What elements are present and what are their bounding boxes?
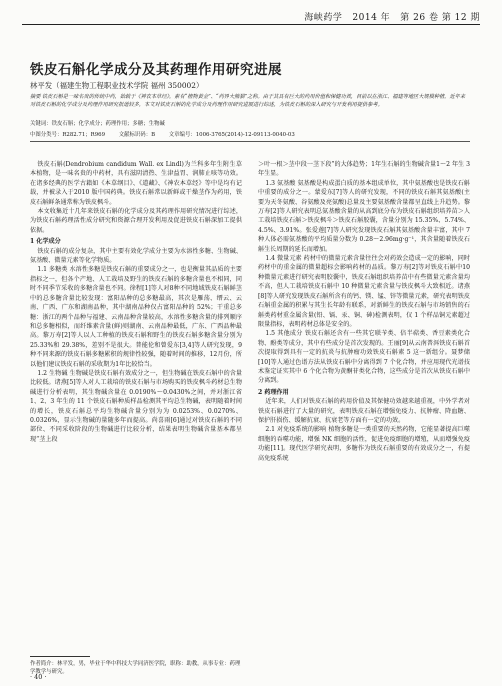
author-affiliation: 林平发（福建生物工程职业技术学院 福州 350002） (30, 81, 204, 90)
abstract: 摘要 铁皮石斛是一味名贵的传统中药，始载于《神农本草经》，素有“植物黄金”、“药界大熊猫”之称。由于其具有巨大的药用价值和保健功效，目前以在浙江、福建等地区大规模种植。近年来对铁皮石斛的化学成分及药理作用研究报道较多，本文对铁皮石斛的化学成分及药理作用研究进展进行综述，为铁皮石斛的深入研究与开发利用提供参考。 (30, 94, 466, 109)
body-paragraph: 本文收集近十几年来铁皮石斛的化学成分及其药理作用研究情况进行综述，为铁皮石斛药理活性成分研究和资源合理开发利用及促进铁皮石斛深加工提供依据。 (30, 208, 242, 234)
section-heading: 1 化学成分 (30, 238, 61, 246)
author-footnote: 作者简介：林平发，男，毕业于华中科技大学同济医学院，职称：助教，从事专业：药理学教学与研究。 (30, 661, 241, 675)
article-number: 文章编号：1006-3765(2014)-12-09113-0040-03 (168, 132, 295, 138)
body-paragraph: 2.1 对免疫系统的影响 植物多糖是一类重要的天然药物，它能显著提高巨噬细胞的吞噬功能，增强 NK 细胞的活性，促进免疫细胞的增殖，从而增强免疫功能[11]。现代医学研究表明，多糖作为铁皮石斛重要的有效成分之一，有提高免疫系统 (258, 426, 470, 462)
left-column (30, 160, 242, 652)
footnote-rule (30, 656, 90, 657)
journal-year: 2014 年 (352, 13, 391, 23)
body-paragraph: 1.1 多糖类 水溶性多糖是铁皮石斛的重要成分之一，也是衡量其品质的主要指标之一，但各个产地、人工栽培及野生的铁皮石斛的多糖含量也不相同，同时不同季节采收的多糖含量也不同。徐程[1]等人对8种不同地域铁皮石斛鲜茎中的总多糖含量比较发现：富阳品种的总多糖最高，其次是雁荡、缙云、云南、广西、广东和湖南品种，其中湖南品种仅占富阳品种的 52%；干重总多糖：浙江的两个品种与福建、云南品种含量较高，水溶性多糖含量的排列顺序和总多糖相似，而纤维素含量(鲜)则湖南、云南品种最低，广东、广西品种最高。黎万寿[2]等人以人工种植的铁皮石斛和野生的铁皮石斛多糖含量分别为 25.33%和 29.38%，差别不是很大。普能伦和曾爱东[3,4]等人研究发现，9种不同来源的铁皮石斛多糖累积的规律性较强，随着时间的推移，12月份，所以他们建议铁皮石斛的采收期为1年比较恰当。 (30, 266, 242, 368)
body-paragraph: 铁皮石斛(Dendrobium candidum Wall. ex Lindl)为兰科多年生附生草本植物，是一味名贵的中药材，具有滋阴清热、生津益胃、润肺止咳等功效。在诸多经典的医学古籍如《本草纲目》、《道藏》、《神农本草经》等中是均有记载，并被录入于2010 版中国药典。铁皮石斛常以新鲜或干燥茎作为药用，铁皮石斛鲜条通常称为铁皮枫斗。 (30, 161, 242, 206)
right-column (258, 160, 470, 686)
body-paragraph: 1.4 微量元素 药材中的微量元素含量往往会对药效会造成一定的影响，同时药材中的重金属的微量超标会影响药材的品质。黎万寿[2]等对铁皮石斛中10 种微量元素进行研究表明胶囊中，铁皮石斛组织培养苗中有些微量元素含量均不高，但人工栽培铁皮石斛中 10 种微量元素含量与铁皮枫斗大致相近。诸燕[8]等人研究发现铁皮石斛所含有的钙、镁、锰、锌等微量元素，研究表明铁皮石斛重金属的积累与其生长年龄有联系，对新鲜生的铁皮石斛与市场销售的石斛类药材重金属含量(铅、镉、汞、铜、砷)检测表明，仅 1 个样品铜元素超过限量指标，表明药材总体是安全的。 (258, 255, 470, 328)
body-paragraph: 近年来，人们对铁皮石斛的药用价值及其保健功效越来越重视，中外学者对铁皮石斛进行了大量的研究，表明铁皮石斛在增强免疫力、抗肿瘤、降血糖、保护肝损伤、缓解抗衰、抗衰老等方面有一定的功效。 (258, 398, 470, 424)
body-paragraph: 1.3 氨基酸 氨基酸是构成蛋白质的基本组成单位，其中氨基酸也是铁皮石斛中重要的成分之一。蒙爱东[7]等人的研究发现，不同的铁皮石斛其氨基酸(主要为天冬氨酸、谷氨酸及亮氨酸)总量及主要氨基酸含量都呈直线上升趋势。黎万寿[2]等人研究表明总氨基酸含量的从高到底分布为铁皮石斛组织培养苗＞人工栽培铁皮石斛＞铁皮枫斗＞铁皮石斛胶囊，含量分别为 15.35%、5.74%、4.5%、3.91%。张爱莲[7]等人研究发现铁皮石斛其氨基酸含量丰富，其中 7 种人体必需氨基酸的平均质量分数为 0.28～2.96mg·g⁻¹，其含量随着铁皮石斛生长周期的延长而增加。 (258, 179, 470, 253)
journal-name: 海峡药学 (304, 13, 343, 23)
document-code: 文献标识码：B (118, 132, 156, 138)
classification-line (30, 130, 470, 138)
body-paragraph: ＞叶一根＞茎中段一茎下段”的大体趋势；1年生石斛的生物碱含量1～2 年生 3 年生显。 (258, 161, 470, 178)
journal-volume: 第 26 卷 第 12 期 (400, 13, 480, 23)
clc-number: 中图分类号：R282.71；R969 (30, 132, 106, 138)
body-paragraph: 1.2 生物碱 生物碱是铁皮石斛有效成分之一，但生物碱在铁皮石斛中的含量比较低。诸燕[5]等人对人工栽培的铁皮石斛与市场购买的铁皮枫斗药材总生物碱进行分析表明，其生物碱含量在 0.0190%～0.0430%之间，并对浙江省 1、2、3 年生的 11 个铁皮石斛种质样品检测其平均总生物碱，表明随着时间的增长，铁皮石斛总平均生物碱含量分别为为 0.0253%、0.0270%、0.0326%，显示生物碱的量随多年而提高。尚喜雨[6]通过对铁皮石斛的不同部位、不同采收阶段的生物碱进行比较分析，结果表明生物碱含量基本都呈现“茎上段 (30, 369, 242, 443)
running-header (304, 10, 480, 23)
section-heading: 2 药理作用 (258, 388, 289, 396)
abstract-rule (30, 141, 470, 142)
body-paragraph: 1.5 其他成分 铁皮石斛还含有一些其它联苄类、倍半萜类、香豆素类化合物、酚类等成分，其中有些成分是首次发现的。王丽[9]从云南普洱铁皮石斛首次提取得到具有一定的抗炎与抗肿瘤功效铁皮石斛素 5 这一新组分。聂梦储[10]等人通过色谱方法从铁皮石斛中分离得到 7 个化合物，并应用现代光谱技术鉴定证实其中 6 个化合物为黄酮苷类化合物，这些成分是首次从铁皮石斛中分离到。 (258, 330, 470, 385)
keywords: 关键词：铁皮石斛；化学成分；药理作用；多糖；生物碱 (30, 121, 165, 127)
page-number: · 40 · (30, 673, 47, 681)
article-title: 铁皮石斛化学成分及其药理作用研究进展 (30, 62, 282, 78)
header-rule (22, 24, 480, 25)
body-paragraph: 铁皮石斛的成分复杂，其中主要有效化学成分主要为水溶性多糖、生物碱、氨基酸、微量元素等化学物质。 (30, 247, 242, 265)
